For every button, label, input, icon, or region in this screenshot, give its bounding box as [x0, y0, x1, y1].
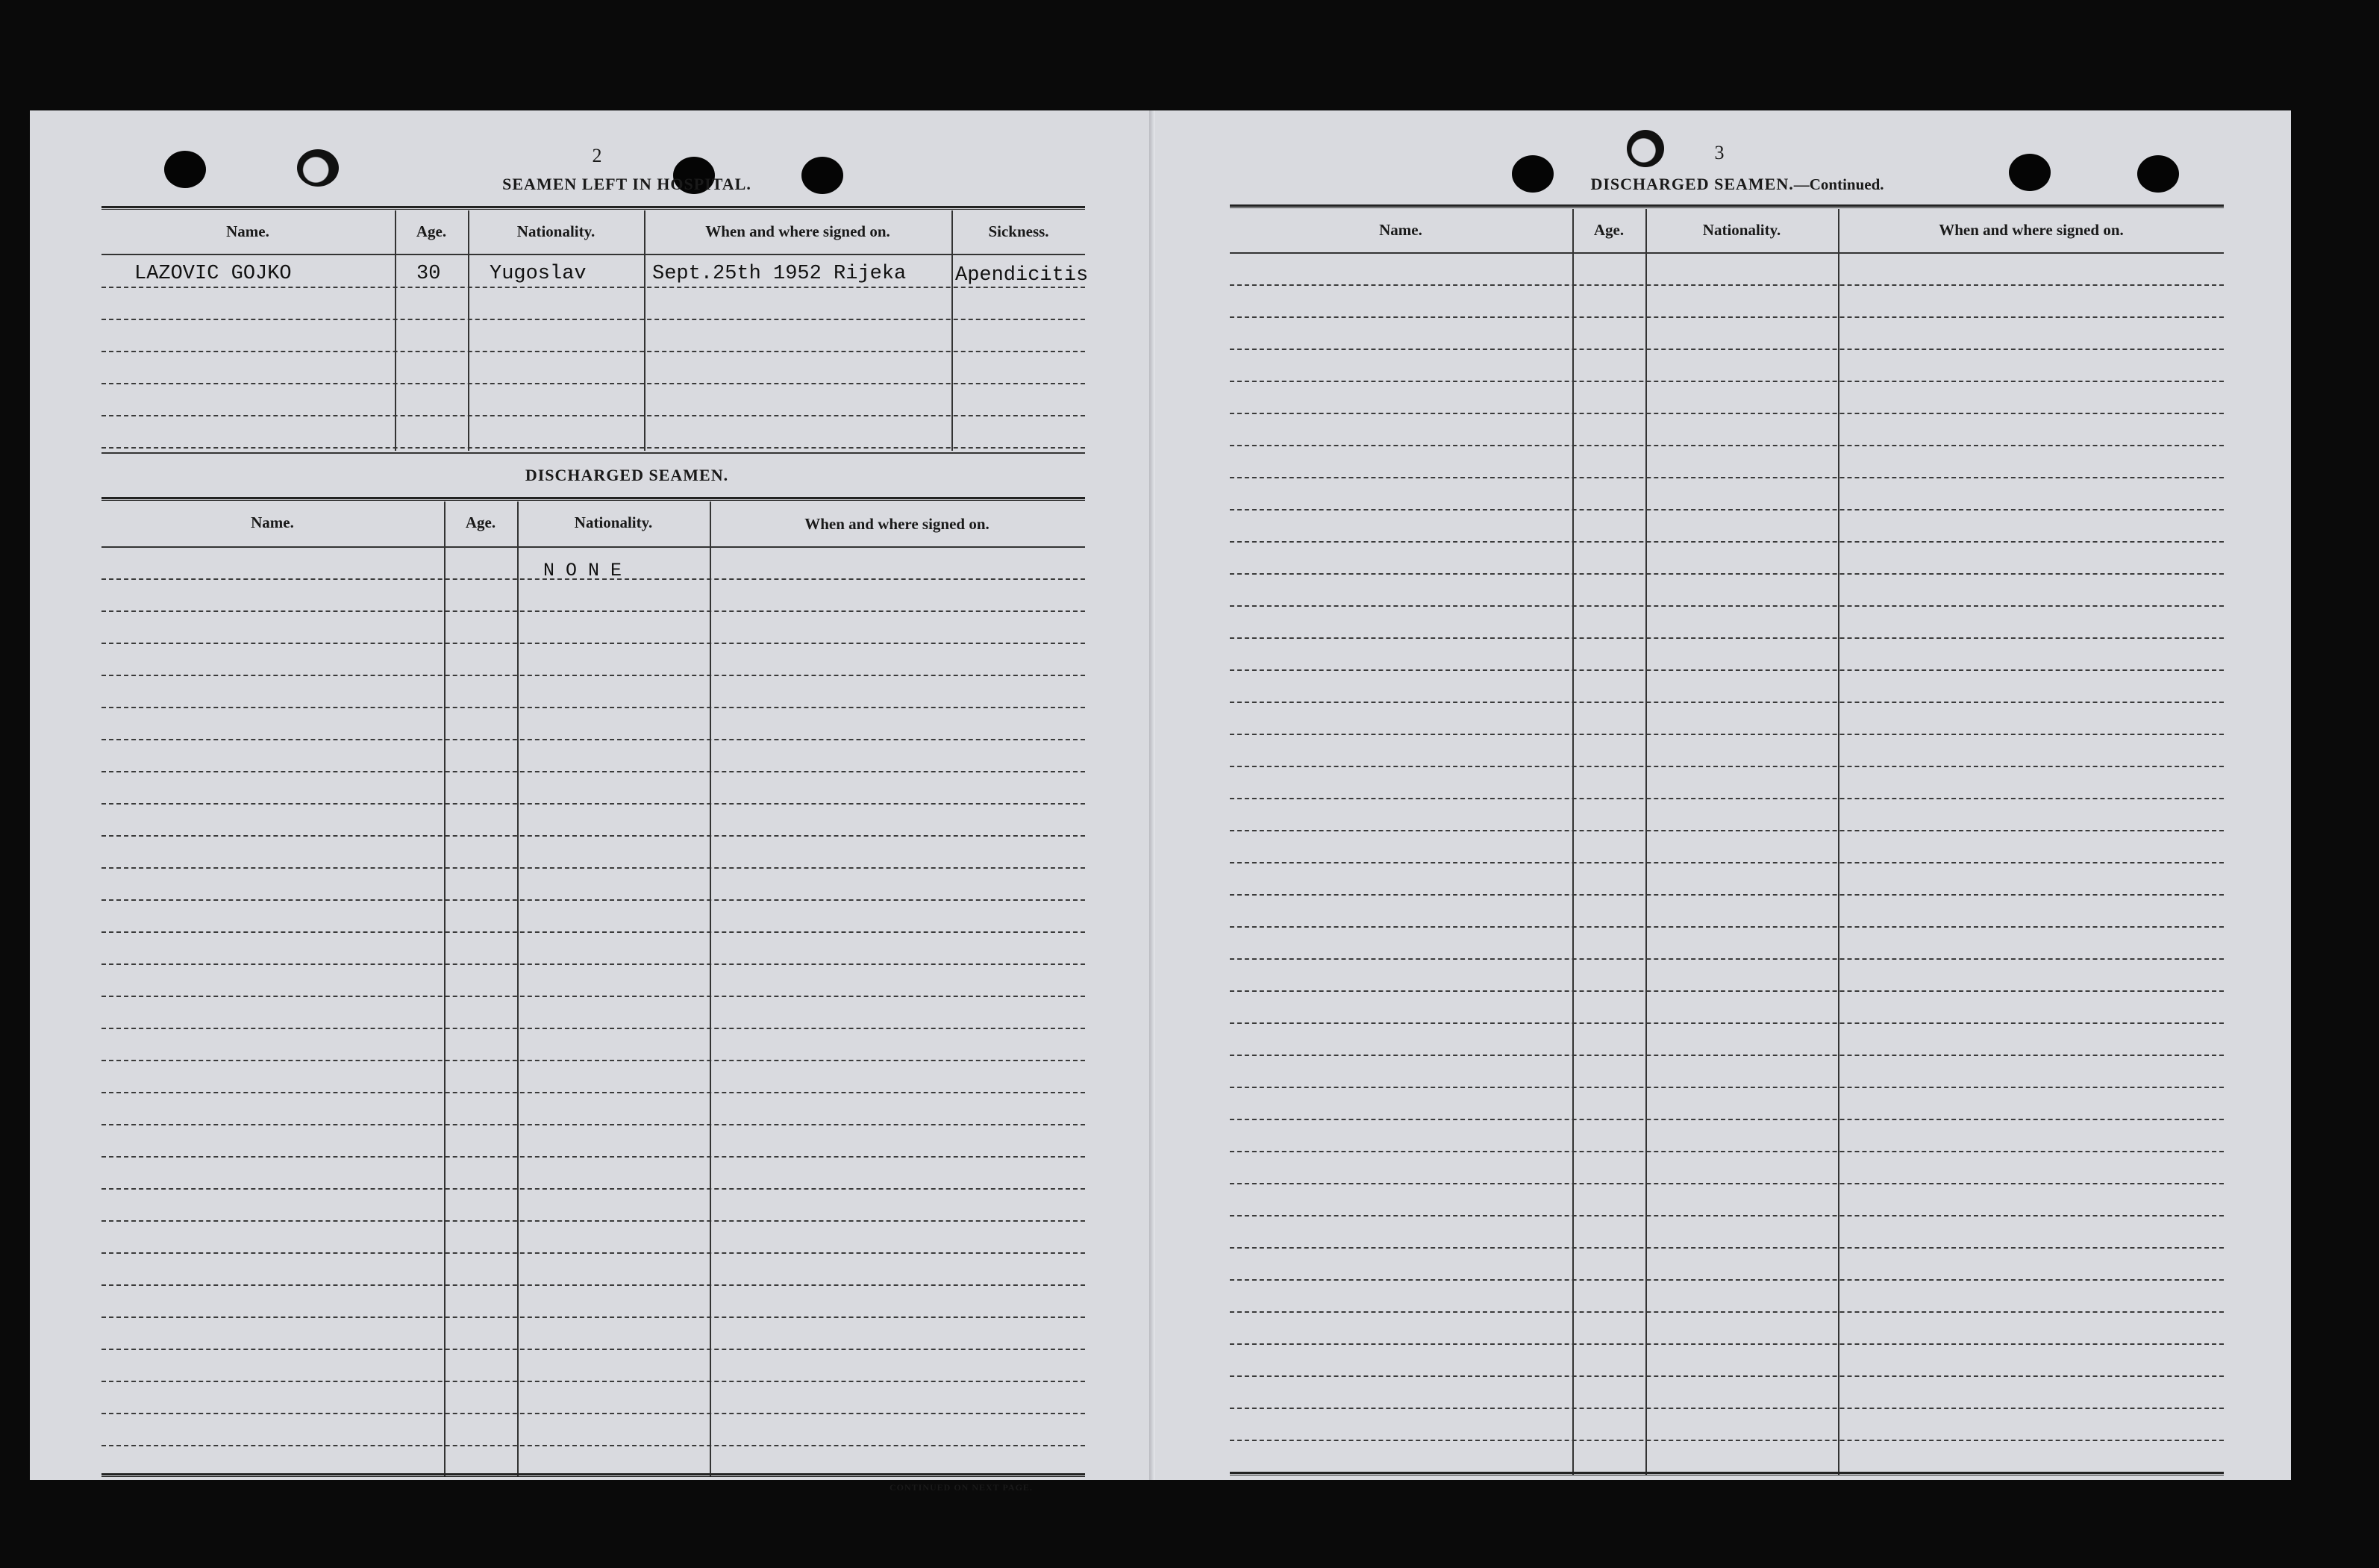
discharged-section-title: DISCHARGED SEAMEN. [525, 466, 729, 484]
row-line [101, 1284, 1085, 1286]
header-underline [1230, 252, 2224, 254]
row-line [101, 835, 1085, 837]
page-number: 2 [592, 145, 602, 166]
row-line [1230, 926, 2224, 928]
row-line [1230, 477, 2224, 478]
right-title-main: DISCHARGED SEAMEN. [1590, 175, 1794, 193]
row-line [1230, 381, 2224, 382]
punch-hole [2137, 155, 2179, 193]
column-divider [644, 210, 645, 451]
row-line [1230, 1279, 2224, 1281]
hospital-header-signed-on: When and where signed on. [705, 222, 890, 240]
row-line [101, 447, 1085, 449]
row-line [101, 1156, 1085, 1158]
right-header-nationality: Nationality. [1702, 221, 1781, 239]
row-line [1230, 541, 2224, 543]
row-line [101, 1220, 1085, 1222]
row-line [1230, 637, 2224, 639]
right-page [1155, 110, 2291, 1480]
row-line [1230, 413, 2224, 414]
row-line [1230, 1311, 2224, 1313]
row-line [1230, 958, 2224, 960]
right-title-suffix: —Continued. [1793, 175, 1884, 193]
row-line [1230, 669, 2224, 671]
row-line [101, 675, 1085, 676]
discharged-header-name: Name. [251, 513, 294, 531]
row-line [101, 643, 1085, 644]
row-line [1230, 1375, 2224, 1377]
row-line [101, 1028, 1085, 1029]
row-line [101, 803, 1085, 805]
right-header-age: Age. [1593, 221, 1625, 239]
row-line [1230, 1247, 2224, 1249]
row-line [1230, 894, 2224, 896]
row-line [101, 771, 1085, 772]
hospital-header-nationality: Nationality. [516, 222, 595, 240]
row-line [1230, 1408, 2224, 1409]
column-divider [1572, 209, 1574, 1475]
row-line [1230, 734, 2224, 735]
section-rule [101, 452, 1085, 454]
column-divider [517, 502, 519, 1476]
row-line [101, 867, 1085, 869]
header-underline [101, 254, 1085, 255]
row-line [1230, 284, 2224, 286]
row-line [1230, 573, 2224, 575]
row-line [1230, 1022, 2224, 1024]
column-divider [1838, 209, 1839, 1475]
row-line [1230, 798, 2224, 799]
row-line [1230, 1343, 2224, 1345]
row-line [101, 996, 1085, 997]
column-divider [395, 210, 396, 451]
row-line [1230, 862, 2224, 863]
row-line [101, 1252, 1085, 1254]
table-top-rule [1230, 204, 2224, 208]
table-bottom-rule [101, 1473, 1085, 1477]
row-line [1230, 1183, 2224, 1184]
row-line [1230, 316, 2224, 318]
punch-hole [164, 151, 206, 188]
column-divider [710, 502, 711, 1476]
hospital-row-nationality: Yugoslav [490, 263, 587, 285]
row-line [101, 287, 1085, 288]
row-line [1230, 1087, 2224, 1088]
row-line [101, 707, 1085, 708]
row-line [1230, 1151, 2224, 1152]
column-divider [1645, 209, 1647, 1475]
hospital-section-title: SEAMEN LEFT IN HOSPITAL. [502, 175, 751, 193]
right-header-name: Name. [1379, 221, 1422, 239]
hospital-header-sickness: Sickness. [988, 222, 1049, 240]
row-line [101, 415, 1085, 416]
row-line [101, 1316, 1085, 1318]
column-divider [951, 210, 953, 451]
row-line [1230, 702, 2224, 703]
punch-hole [297, 149, 339, 187]
discharged-header-age: Age. [465, 513, 496, 531]
row-line [1230, 1440, 2224, 1441]
row-line [101, 319, 1085, 320]
column-divider [444, 502, 446, 1476]
row-line [1230, 605, 2224, 607]
left-page [30, 110, 1155, 1493]
row-line [101, 610, 1085, 612]
row-line [101, 1445, 1085, 1446]
row-line [1230, 509, 2224, 510]
discharged-header-nationality: Nationality. [574, 513, 653, 531]
row-line [101, 1124, 1085, 1125]
right-section-title [1528, 175, 1946, 194]
row-line [101, 1092, 1085, 1093]
hospital-row-sickness: Apendicitis [955, 264, 1089, 287]
row-line [1230, 990, 2224, 992]
punch-hole [2009, 154, 2051, 191]
row-line [101, 1188, 1085, 1190]
header-underline [101, 546, 1085, 548]
row-line [101, 931, 1085, 933]
right-header-signed-on: When and where signed on. [1939, 221, 2124, 239]
hospital-row-age: 30 [416, 263, 441, 285]
row-line [101, 1381, 1085, 1382]
table-bottom-rule [1230, 1472, 2224, 1475]
table-top-rule [101, 206, 1085, 210]
punch-hole [1627, 130, 1664, 167]
hospital-row-name: LAZOVIC GOJKO [134, 263, 292, 285]
row-line [101, 383, 1085, 384]
row-line [1230, 1055, 2224, 1056]
discharged-header-signed-on: When and where signed on. [804, 515, 990, 533]
row-line [1230, 349, 2224, 350]
row-line [101, 739, 1085, 740]
row-line [101, 1349, 1085, 1350]
row-line [1230, 766, 2224, 767]
continued-note: CONTINUED ON NEXT PAGE. [890, 1482, 1033, 1493]
hospital-header-name: Name. [226, 222, 269, 240]
row-line [101, 578, 1085, 580]
hospital-header-age: Age. [416, 222, 447, 240]
row-line [1230, 445, 2224, 446]
section-rule-double [101, 497, 1085, 501]
row-line [101, 1060, 1085, 1061]
hospital-row-signed-on: Sept.25th 1952 Rijeka [652, 263, 907, 285]
column-divider [468, 210, 469, 451]
row-line [1230, 830, 2224, 831]
row-line [1230, 1215, 2224, 1216]
row-line [101, 1413, 1085, 1414]
row-line [101, 963, 1085, 965]
row-line [101, 899, 1085, 901]
discharged-none-entry: N O N E [543, 560, 622, 581]
row-line [1230, 1119, 2224, 1120]
page-number: 3 [1714, 142, 1725, 163]
row-line [101, 351, 1085, 352]
